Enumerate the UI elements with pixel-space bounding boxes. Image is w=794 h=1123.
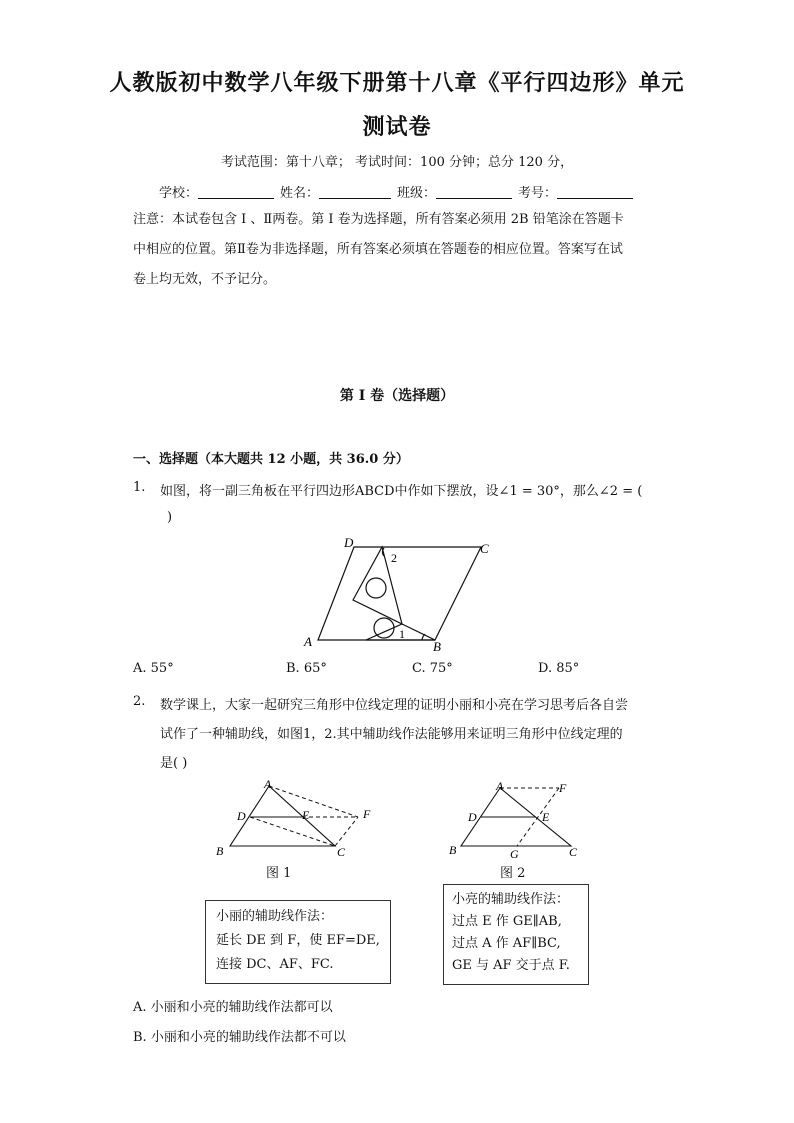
- volume-title: 第 I 卷（选择题）: [339, 388, 455, 404]
- lower-hole-circle: [374, 618, 394, 638]
- q2-text-line1: 数学课上，大家一起研究三角形中位线定理的证明小丽和小亮在学习思考后各自尝: [160, 698, 629, 713]
- q1-option-a[interactable]: A. 55°: [133, 661, 174, 676]
- q1-figure: [298, 532, 508, 654]
- upper-hole-circle: [366, 578, 386, 598]
- fig1-label-B: B: [216, 844, 224, 858]
- notice-line-3: 卷上均无效，不予记分。: [133, 272, 277, 287]
- q2-number: 2.: [133, 694, 146, 709]
- xiaoli-box-line-2: 延长 DE 到 F，使 EF=DE,: [216, 933, 380, 948]
- fig2-label-G: G: [510, 847, 519, 861]
- q2-option-a[interactable]: A. 小丽和小亮的辅助线作法都可以: [133, 1000, 333, 1015]
- xiaoli-box-line-3: 连接 DC、AF、FC.: [216, 957, 334, 972]
- fig1-label-D: D: [237, 809, 246, 823]
- q1-option-b[interactable]: B. 65°: [286, 661, 327, 676]
- q1-option-d[interactable]: D. 85°: [538, 661, 580, 676]
- label-angle2: 2: [391, 551, 397, 565]
- part-title: 一、选择题（本大题共 12 小题，共 36.0 分）: [133, 452, 409, 467]
- fig1-label-A: A: [264, 777, 272, 791]
- exam-info: 考试范围：第十八章； 考试时间：100 分钟；总分 120 分，: [220, 155, 574, 170]
- fig1-segment-af: [269, 786, 358, 817]
- label-angle1: 1: [399, 627, 405, 641]
- label-C: C: [480, 541, 489, 556]
- fig1-label-F: F: [363, 807, 371, 821]
- q2-figure-1: [212, 776, 382, 862]
- q2-figure-2: [445, 776, 595, 864]
- xiaoliang-box-line-1: 小亮的辅助线作法：: [452, 892, 570, 907]
- fig1-segment-fc: [335, 817, 358, 846]
- q2-text-line3: 是( ): [160, 756, 188, 771]
- page-title-line2: 测试卷: [362, 114, 432, 140]
- xiaoliang-box-line-4: GE 与 AF 交于点 F.: [452, 958, 570, 973]
- fig1-triangle-abc: [230, 786, 335, 846]
- fig1-caption: 图 1: [266, 866, 292, 881]
- fig2-label-A: A: [496, 779, 504, 793]
- fig2-label-D: D: [468, 810, 477, 824]
- fig2-label-E: E: [542, 810, 550, 824]
- school-label: 学校：: [159, 186, 199, 201]
- number-blank: [557, 184, 633, 199]
- student-info-row: [159, 182, 633, 201]
- q1-text-line1: 如图，将一副三角板在平行四边形ABCD中作如下摆放，设∠1 = 30°，那么∠2 = (: [160, 484, 643, 499]
- xiaoliang-box-line-3: 过点 A 作 AF∥BC,: [452, 936, 561, 951]
- class-label: 班级：: [397, 186, 437, 201]
- class-blank: [436, 184, 512, 199]
- xiaoliang-box-line-2: 过点 E 作 GE∥AB,: [452, 914, 562, 929]
- fig1-label-C: C: [337, 845, 346, 859]
- notice-line-2: 中相应的位置。第Ⅱ卷为非选择题，所有答案必须填在答题卷的相应位置。答案写在试: [133, 242, 623, 257]
- fig2-label-C: C: [569, 845, 578, 859]
- xiaoli-method-box: [205, 900, 391, 984]
- page-title-line1: 人教版初中数学八年级下册第十八章《平行四边形》单元: [109, 70, 685, 96]
- number-label: 考号：: [518, 186, 558, 201]
- fig2-label-B: B: [449, 843, 457, 857]
- q1-text-line2: ): [167, 510, 173, 525]
- notice-line-1: 注意：本试卷包含 Ⅰ 、Ⅱ两卷。第 Ⅰ 卷为选择题，所有答案必须用 2B 铅笔涂在答题卡: [133, 212, 624, 227]
- q1-option-c[interactable]: C. 75°: [412, 661, 453, 676]
- fig1-label-E: E: [302, 808, 310, 822]
- angle1-arc: [422, 634, 425, 640]
- name-label: 姓名：: [280, 186, 320, 201]
- label-B: B: [433, 639, 441, 654]
- name-blank: [319, 184, 391, 199]
- fig2-caption: 图 2: [500, 866, 526, 881]
- xiaoli-box-line-1: 小丽的辅助线作法：: [216, 909, 334, 924]
- school-blank: [198, 184, 274, 199]
- label-A: A: [304, 634, 312, 649]
- label-D: D: [344, 535, 354, 550]
- xiaoliang-method-box: [443, 884, 589, 985]
- notice: [133, 205, 673, 295]
- fig1-segment-dc: [250, 817, 335, 846]
- q2-option-b[interactable]: B. 小丽和小亮的辅助线作法都不可以: [133, 1030, 346, 1045]
- q2-text-line2: 试作了一种辅助线，如图1，2.其中辅助线作法能够用来证明三角形中位线定理的: [160, 727, 623, 742]
- fig2-label-F: F: [559, 781, 567, 795]
- q1-number: 1.: [133, 480, 146, 495]
